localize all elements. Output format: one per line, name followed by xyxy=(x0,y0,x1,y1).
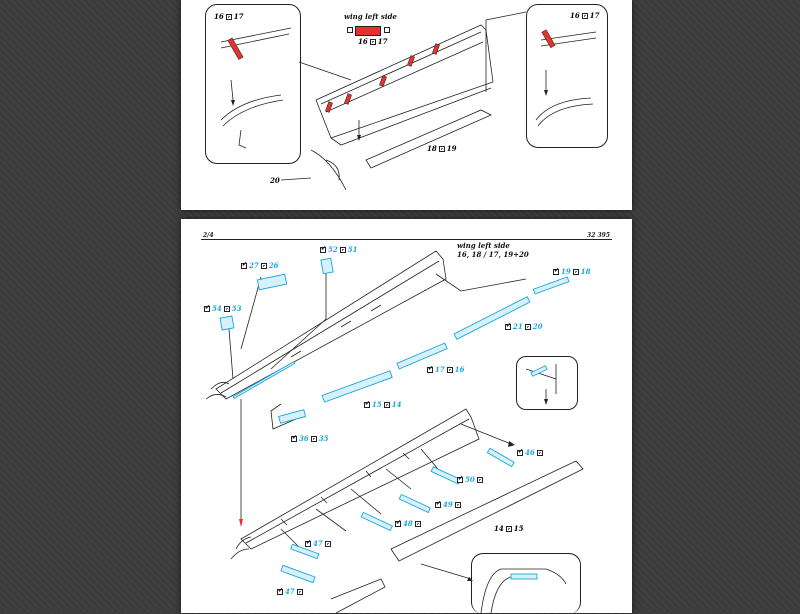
red-part-callout-left xyxy=(228,38,243,60)
bend-icon xyxy=(370,39,376,45)
bend-icon xyxy=(537,450,543,456)
part-17-16-label: ✔ 17 16 xyxy=(427,365,465,374)
bend-icon xyxy=(384,402,390,408)
check-icon xyxy=(320,247,326,253)
bend-icon xyxy=(455,502,461,508)
part-48-label: ✔ 48 xyxy=(395,519,421,528)
check-icon xyxy=(305,541,311,547)
red-part-4 xyxy=(407,56,414,67)
bend-icon xyxy=(506,526,512,532)
bend-icon xyxy=(311,436,317,442)
red-part-2 xyxy=(344,94,351,105)
red-part-5 xyxy=(432,44,439,55)
bend-icon xyxy=(439,146,445,152)
check-icon xyxy=(395,521,401,527)
part-54-53-label: ✔ 54 53 xyxy=(204,304,242,313)
part-49-label: ✔ 49 xyxy=(435,500,461,509)
check-icon xyxy=(277,589,283,595)
blue-part-27 xyxy=(257,274,286,290)
page2-drawing xyxy=(181,219,632,613)
part-14-15-label: 14 15 xyxy=(494,524,524,533)
blue-part-callout-lower xyxy=(511,574,537,579)
blue-part-46 xyxy=(487,448,514,466)
page1-title: wing left side xyxy=(344,12,397,21)
callout-right-label: 16 17 xyxy=(570,11,600,20)
check-icon xyxy=(204,306,210,312)
part-20-label: 20 xyxy=(270,176,280,185)
check-icon xyxy=(241,263,247,269)
check-icon xyxy=(364,402,370,408)
bend-icon xyxy=(325,541,331,547)
title-part-numbers: 16 17 xyxy=(358,37,388,46)
check-icon xyxy=(553,269,559,275)
lower-wing-outline xyxy=(241,409,479,549)
bend-icon xyxy=(573,269,579,275)
legend-icon-left xyxy=(347,27,353,33)
instruction-page-2 xyxy=(181,219,632,613)
page-number: 2/4 xyxy=(203,232,214,239)
part-15-14-label: ✔ 15 14 xyxy=(364,400,402,409)
blue-part-47b xyxy=(281,565,315,582)
part-47b-label: ✔ 47 xyxy=(277,587,303,596)
check-icon xyxy=(435,502,441,508)
callout-left-label: 16 17 xyxy=(214,12,244,21)
red-part-legend xyxy=(355,26,381,36)
part-21-20-label: ✔ 21 20 xyxy=(505,322,543,331)
bend-icon xyxy=(447,367,453,373)
part-47a-label: ✔ 47 xyxy=(305,539,331,548)
upper-wing-outline xyxy=(216,251,446,399)
check-icon xyxy=(517,450,523,456)
bend-icon xyxy=(340,247,346,253)
part-46-label: ✔ 46 xyxy=(517,448,543,457)
page2-title: wing left side 16, 18 / 17, 19+20 xyxy=(457,241,529,259)
check-icon xyxy=(291,436,297,442)
lower-aileron-outline xyxy=(391,461,583,561)
bend-icon xyxy=(224,306,230,312)
check-icon xyxy=(427,367,433,373)
bend-icon xyxy=(297,589,303,595)
blue-part-callout-upper xyxy=(531,366,547,376)
blue-part-54 xyxy=(220,316,234,330)
check-icon xyxy=(505,324,511,330)
blue-part-48 xyxy=(361,512,392,530)
page1-drawing xyxy=(181,0,632,210)
aileron-outline xyxy=(366,110,491,168)
bend-icon xyxy=(582,13,588,19)
blue-part-15 xyxy=(322,371,392,402)
bend-icon xyxy=(261,263,267,269)
part-18-19-label: 18 19 xyxy=(427,144,457,153)
bend-icon xyxy=(226,14,232,20)
instruction-page-1 xyxy=(181,0,632,210)
part-19-18-label: ✔ 19 18 xyxy=(553,267,591,276)
legend-icon-right xyxy=(384,27,390,33)
set-number: 32 395 xyxy=(587,232,610,239)
part-27-26-label: ✔ 27 26 xyxy=(241,261,279,270)
part-36-35-label: ✔ 36 35 xyxy=(291,434,329,443)
bend-icon xyxy=(477,477,483,483)
red-part-1 xyxy=(325,102,332,113)
part-50-label: ✔ 50 xyxy=(457,475,483,484)
blue-part-49 xyxy=(399,494,430,512)
blue-part-36 xyxy=(279,410,306,423)
bend-icon xyxy=(525,324,531,330)
blue-part-19 xyxy=(533,277,569,294)
bend-icon xyxy=(415,521,421,527)
red-arrow-down xyxy=(239,519,243,527)
part-52-51-label: ✔ 52 51 xyxy=(320,245,358,254)
check-icon xyxy=(457,477,463,483)
blue-part-52 xyxy=(321,258,333,274)
blue-part-21 xyxy=(454,297,530,340)
